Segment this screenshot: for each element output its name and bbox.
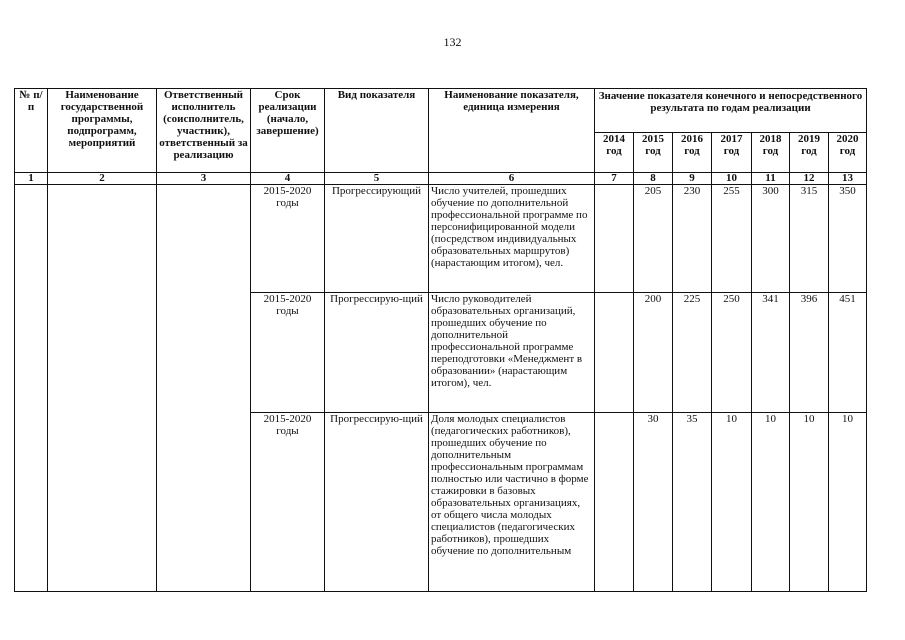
header-value-group-text: Значение показателя конечного и непосредственного результата по годам реализации <box>598 90 863 114</box>
cell-value-2019: 315 <box>790 185 829 293</box>
column-number: 6 <box>429 173 595 185</box>
cell-indicator-type: Прогрессирую-щий <box>325 413 429 592</box>
header-value-group <box>595 89 867 133</box>
header-executor-text: Ответственный исполнитель (соисполнитель, участник), ответственный за реализацию <box>159 89 248 161</box>
header-year-2018: 2018 год <box>752 133 790 173</box>
cell-value-2016: 35 <box>673 413 712 592</box>
cell-period: 2015-2020 годы <box>251 293 325 413</box>
cell-indicator-type: Прогрессирую-щий <box>325 293 429 413</box>
header-year-2014: 2014 год <box>595 133 634 173</box>
header-executor <box>157 89 251 173</box>
header-row-top <box>15 89 867 133</box>
cell-indicator-name: Число учителей, прошедших обучение по дополнительной профессиональной программе по персонифицированной модели (посредством индивидуальных образовательных маршрутов) (нарастающим итогом), чел. <box>429 185 595 293</box>
cell-row-number <box>15 185 48 592</box>
header-year-2016: 2016 год <box>673 133 712 173</box>
header-program-name: Наименование государственной программы, подпрограмм, мероприятий <box>48 89 157 173</box>
cell-period: 2015-2020 годы <box>251 185 325 293</box>
indicator-table <box>14 88 867 592</box>
column-number: 2 <box>48 173 157 185</box>
column-number: 13 <box>829 173 867 185</box>
column-number-row <box>15 173 867 185</box>
cell-indicator-name <box>429 413 595 592</box>
cell-value-2016: 230 <box>673 185 712 293</box>
cell-value-2015: 30 <box>634 413 673 592</box>
cell-value-2015: 205 <box>634 185 673 293</box>
cell-value-2019: 396 <box>790 293 829 413</box>
column-number: 12 <box>790 173 829 185</box>
cell-indicator-type: Прогрессирующий <box>325 185 429 293</box>
column-number: 9 <box>673 173 712 185</box>
header-period: Срок реализации (начало, завершение) <box>251 89 325 173</box>
cell-executor <box>157 185 251 592</box>
header-num: № п/п <box>15 89 48 173</box>
table-row <box>15 185 867 293</box>
header-indicator-type: Вид показателя <box>325 89 429 173</box>
column-number: 10 <box>712 173 752 185</box>
cell-value-2018: 341 <box>752 293 790 413</box>
cell-value-2020: 10 <box>829 413 867 592</box>
column-number: 4 <box>251 173 325 185</box>
column-number: 11 <box>752 173 790 185</box>
column-number: 7 <box>595 173 634 185</box>
cell-value-2015: 200 <box>634 293 673 413</box>
header-year-2015: 2015 год <box>634 133 673 173</box>
cell-value-2014 <box>595 293 634 413</box>
header-year-2020: 2020 год <box>829 133 867 173</box>
cell-program-name <box>48 185 157 592</box>
cell-value-2017: 250 <box>712 293 752 413</box>
cell-indicator-name-text: Доля молодых специалистов (педагогических работников), прошедших обучение по дополнительным профессиональным программам полностью или частично в форме стажировки в базовых образовательных организациях, от общего числа молодых специалистов (педагогических работников), прошедших обучение по дополнительным <box>431 413 589 557</box>
cell-value-2020: 350 <box>829 185 867 293</box>
cell-indicator-name: Число руководителей образовательных организаций, прошедших обучение по дополнительной профессиональной программе переподготовки «Менеджмент в образовании» (нарастающим итогом), чел. <box>429 293 595 413</box>
column-number: 5 <box>325 173 429 185</box>
cell-period: 2015-2020 годы <box>251 413 325 592</box>
cell-value-2017: 255 <box>712 185 752 293</box>
column-number: 8 <box>634 173 673 185</box>
cell-value-2019: 10 <box>790 413 829 592</box>
cell-value-2018: 300 <box>752 185 790 293</box>
cell-value-2016: 225 <box>673 293 712 413</box>
cell-value-2014 <box>595 185 634 293</box>
column-number: 3 <box>157 173 251 185</box>
page-number: 132 <box>443 35 462 49</box>
header-year-2019: 2019 год <box>790 133 829 173</box>
cell-value-2014 <box>595 413 634 592</box>
cell-value-2020: 451 <box>829 293 867 413</box>
header-year-2017: 2017 год <box>712 133 752 173</box>
header-indicator-name: Наименование показателя, единица измерения <box>429 89 595 173</box>
column-number: 1 <box>15 173 48 185</box>
cell-value-2018: 10 <box>752 413 790 592</box>
cell-value-2017: 10 <box>712 413 752 592</box>
